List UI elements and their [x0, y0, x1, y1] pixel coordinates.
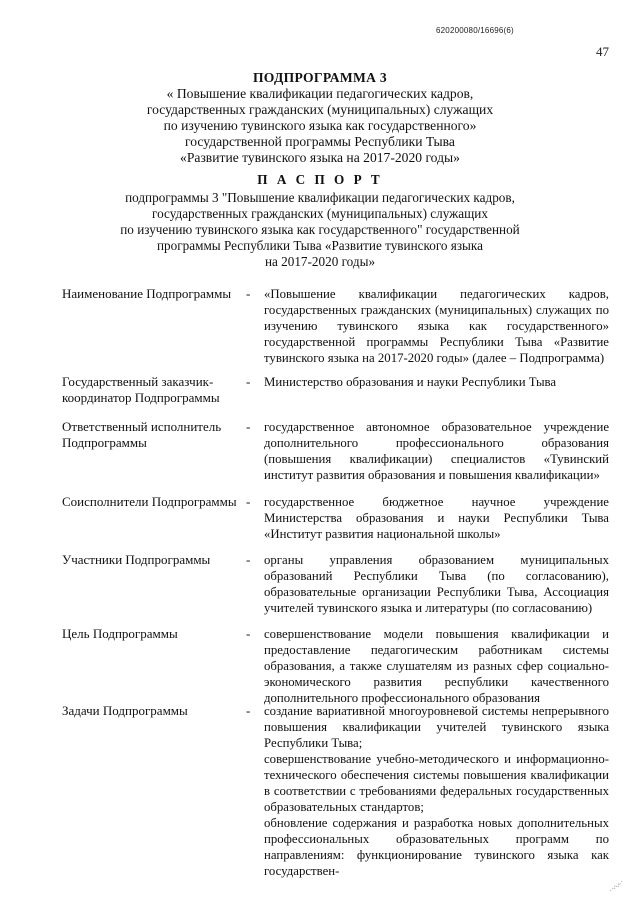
- subprogram-heading: [100, 70, 540, 166]
- row-dash: -: [246, 703, 251, 718]
- row-value-paragraph: «Повышение квалификации педагогических кадров, государственных гражданских (муниципальных) служащих по изучению тувинского языка как государственного» государственной программы Республики Тыва «Развитие тувинского языка на 2017-2020 годы» (далее – Подпрограмма): [264, 287, 609, 365]
- passport-title: П А С П О Р Т: [257, 172, 383, 187]
- passport-line: государственных гражданских (муниципальных) служащих: [152, 206, 488, 221]
- row-value: [264, 626, 609, 706]
- heading-line: по изучению тувинского языка как государственного»: [163, 118, 477, 133]
- row-value: [264, 419, 609, 483]
- row-label: Наименование Подпрограммы: [62, 286, 232, 301]
- row-dash: -: [246, 374, 251, 389]
- row-value: [264, 374, 609, 390]
- passport-line: по изучению тувинского языка как государственного" государственной: [120, 222, 520, 237]
- row-value: [264, 703, 609, 879]
- row-value-paragraph: обновление содержания и разработка новых дополнительных профессиональных образовательных программ по направлениям: функционирование тувинского языка как государствен-: [264, 816, 609, 878]
- heading-line: государственных гражданских (муниципальных) служащих: [146, 102, 494, 117]
- subprogram-title: ПОДПРОГРАММА 3: [252, 70, 388, 85]
- row-value: [264, 286, 609, 366]
- passport-line: программы Республики Тыва «Развитие тувинского языка: [157, 238, 483, 253]
- page-number: 47: [596, 44, 609, 59]
- row-value: [264, 494, 609, 542]
- passport-heading: [100, 172, 540, 270]
- passport-line: на 2017-2020 годы»: [264, 254, 376, 269]
- row-value-paragraph: совершенствование учебно-методического и информационно-технического обеспечения системы повышения квалификации в соответствии с требованиями федеральных государственных образовательных стандартов;: [264, 752, 609, 814]
- row-label: Участники Подпрограммы: [62, 552, 211, 567]
- row-dash: -: [246, 286, 251, 301]
- heading-line: государственной программы Республики Тыва: [185, 134, 455, 149]
- row-value-paragraph: совершенствование модели повышения квалификации и предоставление педагогическим работникам системы образования, а также слушателям из разных сфер социально-экономического развития республики качественного дополнительного профессионального образования: [264, 627, 609, 705]
- row-label: Соисполнители Подпрограммы: [62, 494, 237, 509]
- row-dash: -: [246, 419, 251, 434]
- document-number: 620200080/16696(6): [436, 26, 514, 35]
- row-value-paragraph: органы управления образованием муниципальных образований Республики Тыва (по согласованию), образовательные организации Республики Тыва, Ассоциация учителей тувинского языка и литературы (по согласованию): [264, 553, 609, 615]
- row-dash: -: [246, 626, 251, 641]
- row-label: Ответственный исполнитель Подпрограммы: [62, 419, 222, 450]
- row-value-paragraph: создание вариативной многоуровневой системы непрерывного повышения квалификации учителей тувинского языка Республики Тыва;: [264, 704, 609, 750]
- row-dash: -: [246, 494, 251, 509]
- scan-mark-icon: [606, 875, 626, 895]
- row-dash: -: [246, 552, 251, 567]
- row-label: Задачи Подпрограммы: [62, 703, 188, 718]
- row-label: Государственный заказчик-координатор Подпрограммы: [62, 374, 220, 405]
- row-value-paragraph: государственное бюджетное научное учреждение Министерства образования и науки Республики Тыва «Институт развития национальной школы»: [264, 495, 609, 541]
- row-value-paragraph: государственное автономное образовательное учреждение дополнительного профессионального образования (повышения квалификации) специалистов «Тувинский институт развития образования и повышения квалификации»: [264, 420, 609, 482]
- heading-line: «Развитие тувинского языка на 2017-2020 годы»: [180, 150, 460, 165]
- row-value-paragraph: Министерство образования и науки Республики Тыва: [264, 375, 557, 389]
- row-value: [264, 552, 609, 616]
- row-label: Цель Подпрограммы: [62, 626, 178, 641]
- heading-line: « Повышение квалификации педагогических кадров,: [166, 86, 474, 101]
- passport-line: подпрограммы 3 "Повышение квалификации педагогических кадров,: [125, 190, 515, 205]
